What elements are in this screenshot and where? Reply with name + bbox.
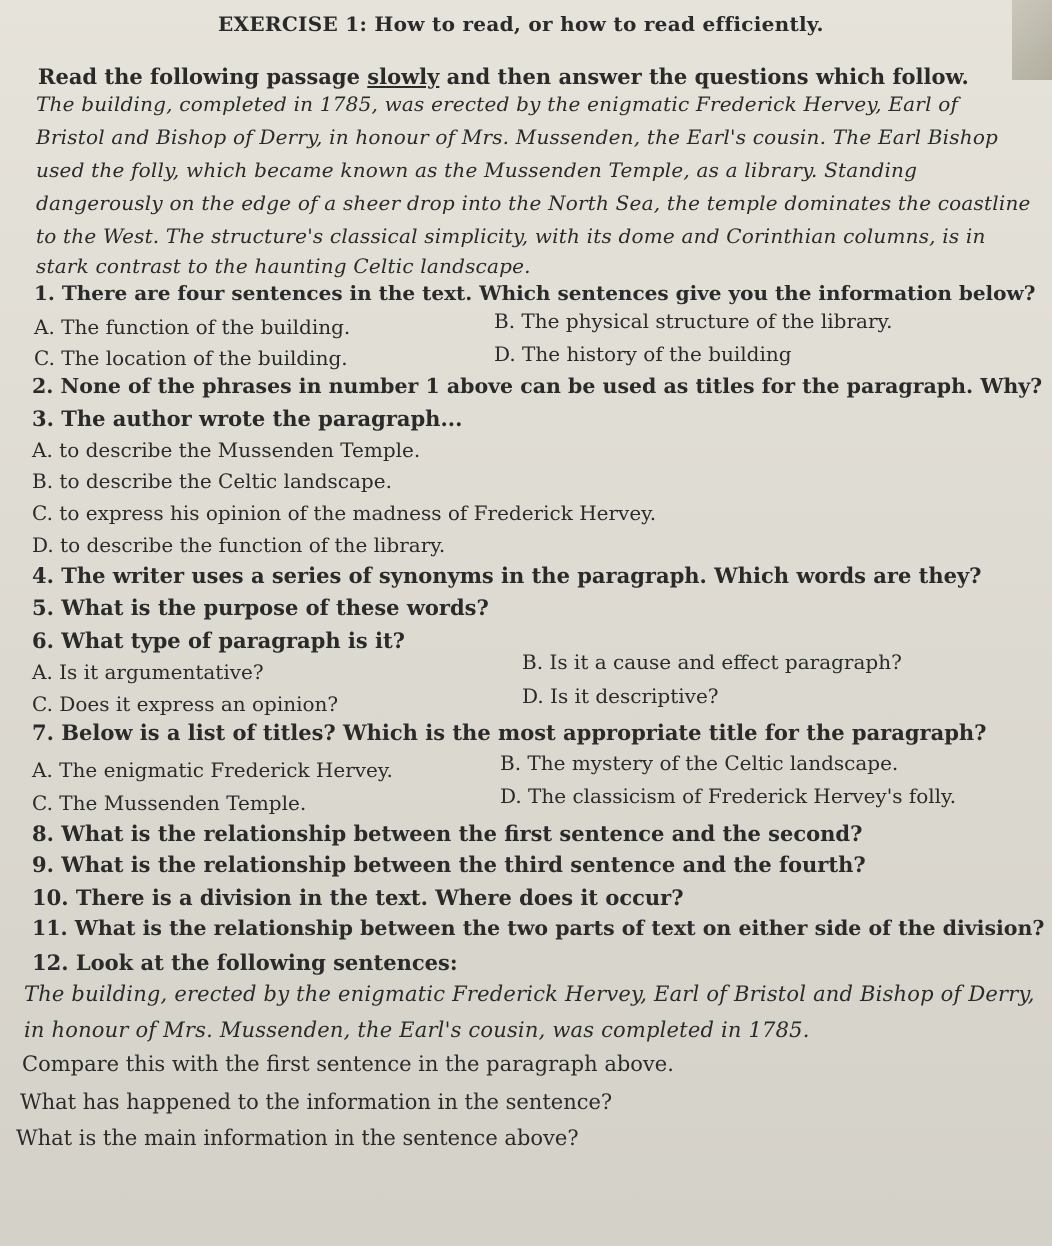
q12-sentence-line-2: in honour of Mrs. Mussenden, the Earl's cousin, was completed in 1785. [24, 1018, 810, 1042]
q6-option-b: B. Is it a cause and effect paragraph? [522, 650, 902, 674]
q3-option-b: B. to describe the Celtic landscape. [32, 469, 392, 493]
passage-line: to the West. The structure's classical simplicity, with its dome and Corinthian columns, is in [36, 224, 986, 248]
q7-option-d: D. The classicism of Frederick Hervey's folly. [500, 784, 957, 808]
q12-prompt-3: What is the main information in the sentence above? [16, 1126, 579, 1150]
q1-option-d: D. The history of the building [494, 342, 792, 366]
passage-line: Bristol and Bishop of Derry, in honour of Mrs. Mussenden, the Earl's cousin. The Earl Bishop [36, 125, 999, 149]
question-2: 2. None of the phrases in number 1 above can be used as titles for the paragraph. Why? [32, 374, 1043, 398]
page-corner-shadow [1012, 0, 1052, 80]
passage-line: used the folly, which became known as the Mussenden Temple, as a library. Standing [36, 158, 918, 182]
question-9: 9. What is the relationship between the third sentence and the fourth? [32, 852, 866, 877]
question-11: 11. What is the relationship between the two parts of text on either side of the division? [32, 916, 1045, 940]
q3-option-c: C. to express his opinion of the madness of Frederick Hervey. [32, 501, 657, 525]
question-8: 8. What is the relationship between the first sentence and the second? [32, 821, 863, 846]
q7-option-b: B. The mystery of the Celtic landscape. [500, 751, 899, 775]
q1-option-b: B. The physical structure of the library. [494, 309, 893, 333]
question-4: 4. The writer uses a series of synonyms in the paragraph. Which words are they? [32, 563, 982, 588]
passage-line: stark contrast to the haunting Celtic landscape. [36, 254, 531, 278]
question-6: 6. What type of paragraph is it? [32, 628, 405, 653]
q7-option-a: A. The enigmatic Frederick Hervey. [32, 758, 393, 782]
question-12: 12. Look at the following sentences: [32, 950, 458, 975]
q1-option-a: A. The function of the building. [34, 315, 351, 339]
passage-line: dangerously on the edge of a sheer drop into the North Sea, the temple dominates the coastline [36, 191, 1031, 215]
instructions-emphasis: slowly [367, 64, 440, 89]
q12-sentence-line-1: The building, erected by the enigmatic Frederick Hervey, Earl of Bristol and Bishop of Derry, [24, 982, 1035, 1006]
instructions [38, 66, 969, 87]
q6-option-c: C. Does it express an opinion? [32, 692, 339, 716]
question-3: 3. The author wrote the paragraph... [32, 406, 463, 431]
q6-option-d: D. Is it descriptive? [522, 684, 719, 708]
q3-option-a: A. to describe the Mussenden Temple. [32, 438, 421, 462]
question-5: 5. What is the purpose of these words? [32, 595, 489, 620]
q3-option-d: D. to describe the function of the library. [32, 533, 446, 557]
q12-prompt-1: Compare this with the first sentence in the paragraph above. [22, 1052, 674, 1076]
q6-option-a: A. Is it argumentative? [32, 660, 264, 684]
question-7: 7. Below is a list of titles? Which is the most appropriate title for the paragraph? [32, 720, 987, 745]
instructions-after: and then answer the questions which follow. [439, 64, 969, 89]
exercise-title: EXERCISE 1: How to read, or how to read efficiently. [218, 12, 824, 36]
question-1: 1. There are four sentences in the text. Which sentences give you the information below? [34, 281, 1036, 305]
passage-line: The building, completed in 1785, was erected by the enigmatic Frederick Hervey, Earl of [36, 92, 959, 116]
q12-prompt-2: What has happened to the information in the sentence? [20, 1090, 613, 1114]
question-10: 10. There is a division in the text. Where does it occur? [32, 885, 684, 910]
instructions-before: Read the following passage [38, 64, 368, 89]
q7-option-c: C. The Mussenden Temple. [32, 791, 307, 815]
q1-option-c: C. The location of the building. [34, 346, 348, 370]
